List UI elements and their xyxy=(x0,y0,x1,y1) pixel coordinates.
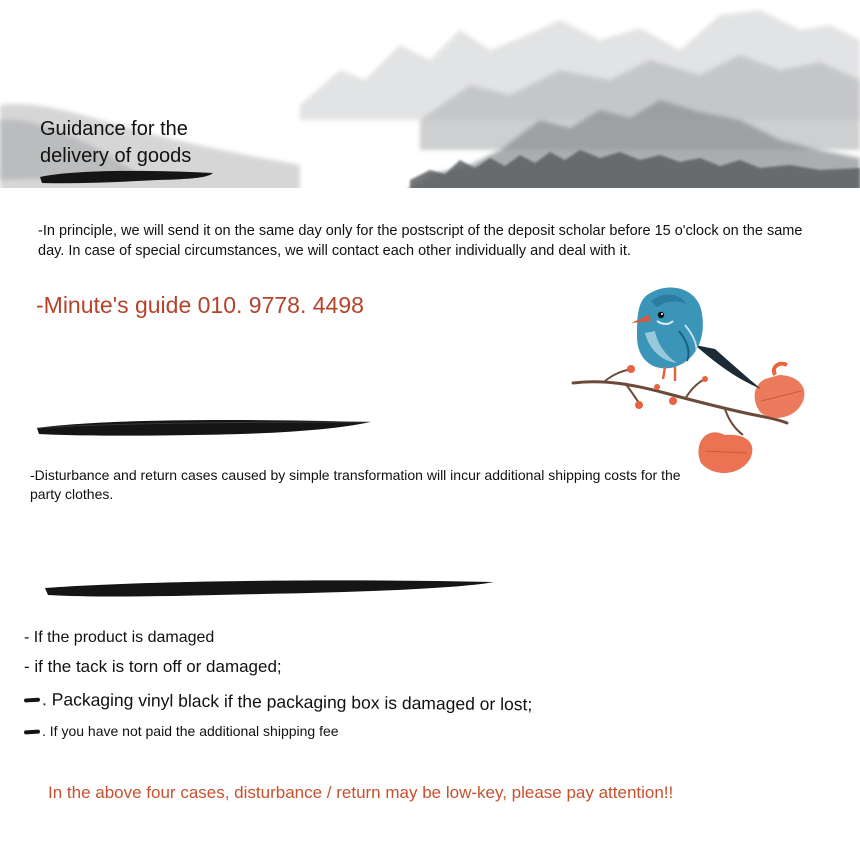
condition-item: - If the product is damaged xyxy=(24,629,215,646)
brush-stroke-underline xyxy=(38,165,218,187)
condition-item xyxy=(24,723,339,739)
condition-item xyxy=(24,689,532,715)
condition-item: - if the tack is torn off or damaged; xyxy=(24,657,282,676)
brush-bullet-mark xyxy=(24,698,40,703)
delivery-paragraph: -In principle, we will send it on the same day only for the postscript of the deposit scholar before 15 o'clock on the same day. In case of special circumstances, we will contact each other individually and deal with it. xyxy=(38,223,803,259)
landscape-banner xyxy=(0,0,860,195)
brush-stroke-divider xyxy=(42,576,498,602)
condition-item-text: . If you have not paid the additional shipping fee xyxy=(42,723,339,739)
brush-stroke-divider xyxy=(34,414,374,440)
return-policy-paragraph: -Disturbance and return cases caused by simple transformation will incur additional shipping costs for the party clothes. xyxy=(30,467,681,502)
banner-title-line2: delivery of goods xyxy=(40,145,192,167)
attention-notice: In the above four cases, disturbance / return may be low-key, please pay attention!! xyxy=(48,783,674,802)
brush-bullet-mark xyxy=(24,730,40,735)
contact-guide-text: -Minute's guide 010. 9778. 4498 xyxy=(36,292,364,318)
condition-item-text: . Packaging vinyl black if the packaging box is damaged or lost; xyxy=(41,689,533,715)
kingfisher-bird-illustration xyxy=(565,275,815,480)
banner-title xyxy=(40,116,260,170)
banner-title-line1: Guidance for the xyxy=(40,118,188,140)
